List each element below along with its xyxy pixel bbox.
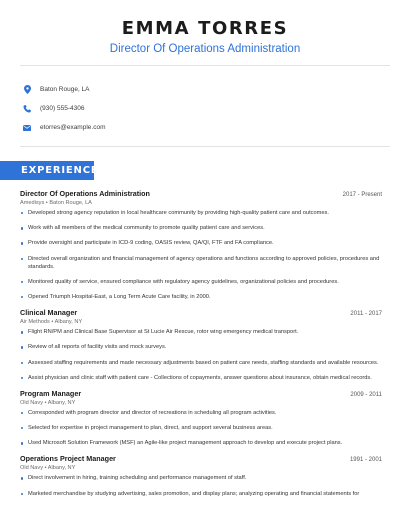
job-company-location: Amedisys • Baton Rouge, LA <box>20 200 92 206</box>
job-bullet: Marketed merchandise by studying advertising, sales promotion, and display plans; analyzing operating and financial statements for <box>20 490 382 498</box>
header-divider <box>20 65 390 66</box>
job-bullets <box>20 409 382 447</box>
contact-phone <box>22 99 105 118</box>
job-title: Operations Project Manager <box>20 454 116 464</box>
job-bullets <box>20 474 382 497</box>
location-pin-icon <box>22 85 32 95</box>
contact-location-text: Baton Rouge, LA <box>40 86 90 93</box>
resume-header <box>0 0 410 56</box>
job-company-location: Old Navy • Albany, NY <box>20 399 76 406</box>
contact-phone-text: (930) 555-4306 <box>40 105 85 112</box>
job-entry <box>20 308 382 382</box>
job-bullet: Review of all reports of facility visits and mock surveys. <box>20 343 382 351</box>
job-bullet: Direct involvement in hiring, training scheduling and performance management of staff. <box>20 474 382 482</box>
candidate-title: Director Of Operations Administration <box>109 43 301 55</box>
candidate-name: EMMA TORRES <box>121 18 289 39</box>
job-entry <box>20 454 382 497</box>
job-entry <box>20 389 382 447</box>
job-dates: 2017 - Present <box>342 192 382 198</box>
job-bullet: Selected for expertise in project management to plan, direct, and support several business areas. <box>20 424 382 432</box>
contact-email-text: etorres@example.com <box>40 124 106 131</box>
contact-divider <box>20 146 390 147</box>
job-title: Program Manager <box>20 388 82 398</box>
job-bullets <box>20 328 382 382</box>
email-icon <box>22 123 32 133</box>
job-bullet: Directed overall organization and financial management of agency operations and functions according to approved policies, procedures and standards. <box>20 255 382 271</box>
experience-list <box>20 189 382 505</box>
job-dates: 2011 - 2017 <box>350 311 382 318</box>
contact-email <box>22 118 105 137</box>
job-bullet: Flight RN/PM and Clinical Base Supervisor at St Lucie Air Rescue, rotor wing emergency medical transport. <box>20 328 382 336</box>
job-bullet: Used Microsoft Solution Framework (MSF) an Agile-like project management approach to develop and execute project plans. <box>20 439 382 447</box>
job-bullet: Opened Triumph Hospital-East, a Long Term Acute Care facility, in 2000. <box>20 293 382 301</box>
job-bullet: Work with all members of the medical community to promote quality patient care and services. <box>20 224 382 232</box>
job-bullet: Developed strong agency reputation in local healthcare community by providing high-quality patient care and outcomes. <box>20 209 382 217</box>
contact-list <box>22 80 105 137</box>
job-title: Clinical Manager <box>20 308 78 318</box>
job-title: Director Of Operations Administration <box>20 189 150 198</box>
experience-heading: EXPERIENCE <box>0 161 94 180</box>
job-company-location: Old Navy • Albany, NY <box>20 465 76 472</box>
job-bullet: Provide oversight and participate in ICD-9 coding, OASIS review, QA/QI, FTF and FA compliance. <box>20 239 382 247</box>
job-bullet: Assessed staffing requirements and made necessary adjustments based on patient care needs, staffing standards and available resources. <box>20 359 382 367</box>
job-entry <box>20 189 382 301</box>
job-bullet: Monitored quality of service, ensured compliance with regulatory agency guidelines, organizational policies and procedures. <box>20 278 382 286</box>
contact-location <box>22 80 105 99</box>
job-dates: 1991 - 2001 <box>349 457 382 464</box>
job-bullet: Assist physician and clinic staff with patient care - Collections of copayments, answer questions about insurance, obtain medical records. <box>20 374 382 382</box>
job-bullets <box>20 209 382 301</box>
job-bullet: Corresponded with program director and director of recreations in scheduling all program activities. <box>20 409 382 417</box>
phone-icon <box>22 104 32 114</box>
job-dates: 2009 - 2011 <box>350 391 382 398</box>
job-company-location: Air Methods • Albany, NY <box>20 319 83 326</box>
